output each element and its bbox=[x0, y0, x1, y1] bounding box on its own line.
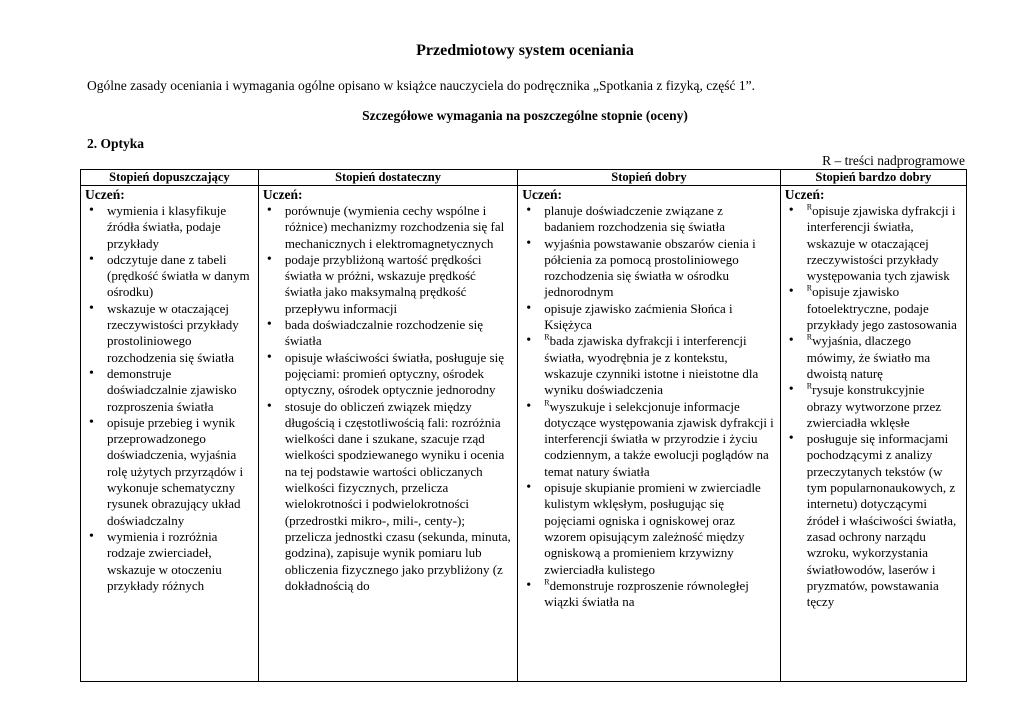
list-item-text: porównuje (wymienia cechy wspólne i różnice) mechanizmy rozchodzenia się fal mechanicznych i elektromagnetycznych bbox=[284, 203, 505, 251]
list-item bbox=[544, 333, 776, 398]
list-item bbox=[544, 301, 776, 334]
list-item bbox=[107, 415, 254, 529]
list-item-text: wskazuje w otaczającej rzeczywistości przykłady prostoliniowego rozchodzenia się światła bbox=[107, 300, 239, 365]
list-item bbox=[285, 203, 513, 252]
list-item bbox=[107, 366, 254, 415]
list-item-text: wyszukuje i selekcjonuje informacje dotyczące występowania zjawisk dyfrakcji i interferencji światła w przyrodzie i życiu codziennym, a także ewolucji poglądów na temat natury światła bbox=[544, 398, 774, 479]
list-item bbox=[807, 333, 962, 382]
list-item-text: planuje doświadczenie związane z badaniem rozchodzenia się światła bbox=[544, 203, 726, 235]
list-item-text: bada doświadczalnie rozchodzenie się światła bbox=[284, 317, 483, 349]
list-item bbox=[807, 284, 962, 333]
list-item bbox=[544, 578, 776, 611]
legend-note: R – treści nadprogramowe bbox=[822, 153, 965, 168]
list-item-text: opisuje skupianie promieni w zwierciadle kulistym wklęsłym, posługując się pojęciami ogniska i ogniskowej oraz wzorem opisującym zależność między ogniskową a promieniem krzywizny zwierciadła kulistego bbox=[544, 480, 761, 577]
list-item-text: odczytuje dane z tabeli (prędkość światła w danym ośrodku) bbox=[107, 251, 250, 300]
list-item bbox=[107, 301, 254, 366]
uczen-label: Uczeń: bbox=[85, 187, 125, 202]
list-item-text: wymienia i klasyfikuje źródła światła, podaje przykłady bbox=[107, 203, 227, 251]
requirements-list bbox=[785, 203, 962, 610]
section-subtitle: Szczegółowe wymagania na poszczególne stopnie (oceny) bbox=[362, 108, 688, 123]
list-item bbox=[285, 317, 513, 350]
list-item-text: posługuje się informacjami pochodzącymi z analizy przeczytanych tekstów (w tym popularnonaukowych, z internetu) dotyczącymi źródeł i właściwości światła, zasad ochrony narządu wzroku, wykorzystania światłowodów, laserów i pryzmatów, powstawania tęczy bbox=[806, 431, 957, 610]
r-marker: R bbox=[806, 284, 813, 294]
list-item-text: opisuje przebieg i wynik przeprowadzonego doświadczenia, wyjaśnia rolę użytych przyrządów i wykonuje schematyczny rysunek obrazujący układ doświadczalny bbox=[107, 414, 244, 528]
uczen-label: Uczeń: bbox=[784, 187, 825, 202]
list-item bbox=[544, 236, 776, 301]
list-item bbox=[544, 480, 776, 578]
list-item-text: wyjaśnia, dlaczego mówimy, że światło ma dwoistą naturę bbox=[806, 333, 931, 381]
column-cell bbox=[258, 186, 517, 682]
r-marker: R bbox=[544, 398, 550, 408]
header-bardzo-dobry: Stopień bardzo dobry bbox=[780, 170, 966, 186]
list-item-text: opisuje zjawisko fotoelektryczne, podaje przykłady jego zastosowania bbox=[806, 284, 957, 333]
uczen-label: Uczeń: bbox=[522, 187, 562, 202]
r-marker: R bbox=[544, 577, 550, 587]
header-dostateczny: Stopień dostateczny bbox=[258, 170, 517, 186]
list-item bbox=[285, 350, 513, 399]
list-item-text: demonstruje doświadczalnie zjawisko rozproszenia światła bbox=[107, 365, 237, 414]
list-item bbox=[107, 252, 254, 301]
r-marker: R bbox=[806, 333, 813, 343]
column-cell bbox=[780, 186, 966, 682]
header-dopuszczajacy: Stopień dopuszczający bbox=[81, 170, 259, 186]
list-item-text: opisuje zjawiska dyfrakcji i interferencji światła, wskazuje w otaczającej rzeczywistości przykłady występowania tych zjawisk bbox=[806, 203, 956, 284]
requirements-list bbox=[263, 203, 513, 594]
page-title: Przedmiotowy system oceniania bbox=[416, 42, 634, 59]
list-item-text: demonstruje rozproszenie równoległej wiązki światła na bbox=[544, 577, 749, 610]
list-item bbox=[544, 203, 776, 236]
list-item-text: wyjaśnia powstawanie obszarów cienia i półcienia za pomocą prostoliniowego rozchodzenia się światła w ośrodku jednorodnym bbox=[544, 235, 756, 300]
column-cell bbox=[81, 186, 259, 682]
list-item bbox=[807, 431, 962, 610]
r-marker: R bbox=[806, 202, 813, 212]
r-marker: R bbox=[544, 333, 550, 343]
r-marker: R bbox=[806, 381, 813, 391]
list-item bbox=[807, 382, 962, 431]
requirements-list bbox=[85, 203, 254, 594]
list-item bbox=[285, 399, 513, 595]
list-item-text: podaje przybliżoną wartość prędkości światła w próżni, wskazuje prędkość światła jako maksymalną prędkość przepływu informacji bbox=[284, 251, 482, 316]
list-item-text: bada zjawiska dyfrakcji i interferencji światła, wyodrębnia je z kontekstu, wskazuje czynniki istotne i nieistotne dla wyniku doświadczenia bbox=[544, 333, 759, 398]
requirements-list bbox=[522, 203, 776, 610]
list-item bbox=[807, 203, 962, 284]
requirements-table bbox=[80, 169, 967, 682]
list-item bbox=[107, 529, 254, 594]
column-cell bbox=[518, 186, 781, 682]
section-heading: 2. Optyka bbox=[87, 136, 145, 151]
list-item bbox=[285, 252, 513, 317]
list-item-text: rysuje konstrukcyjnie obrazy wytworzone przez zwierciadła wklęsłe bbox=[806, 382, 942, 430]
list-item-text: opisuje właściwości światła, posługuje się pojęciami: promień optyczny, ośrodek optyczny, ośrodek optycznie jednorodny bbox=[284, 349, 504, 398]
intro-text: Ogólne zasady oceniania i wymagania ogólne opisano w książce nauczyciela do podręcznika „Spotkania z fizyką, część 1”. bbox=[87, 78, 755, 93]
header-dobry: Stopień dobry bbox=[518, 170, 781, 186]
table-header-row bbox=[81, 170, 967, 186]
table-row bbox=[81, 186, 967, 682]
uczen-label: Uczeń: bbox=[262, 187, 303, 202]
list-item-text: wymienia i rozróżnia rodzaje zwierciadeł, wskazuje w otoczeniu przykłady różnych bbox=[107, 528, 222, 593]
list-item bbox=[107, 203, 254, 252]
list-item bbox=[544, 399, 776, 480]
list-item-text: stosuje do obliczeń związek między długością i częstotliwością fali: rozróżnia wielkości dane i szukane, szacuje rząd wielkości spodziewanego wyniku i ocenia na tej podstawie wartości obliczanych wielkości fizycznych, przelicza wielokrotności i podwielokrotności (przedrostki mikro-, mili-, centy-); przelicza jednostki czasu (sekunda, minuta, godzina), zapisuje wynik pomiaru lub obliczenia fizycznego jako przybliżony (z dokładnością do bbox=[284, 398, 511, 593]
list-item-text: opisuje zjawisko zaćmienia Słońca i Księżyca bbox=[544, 300, 733, 333]
